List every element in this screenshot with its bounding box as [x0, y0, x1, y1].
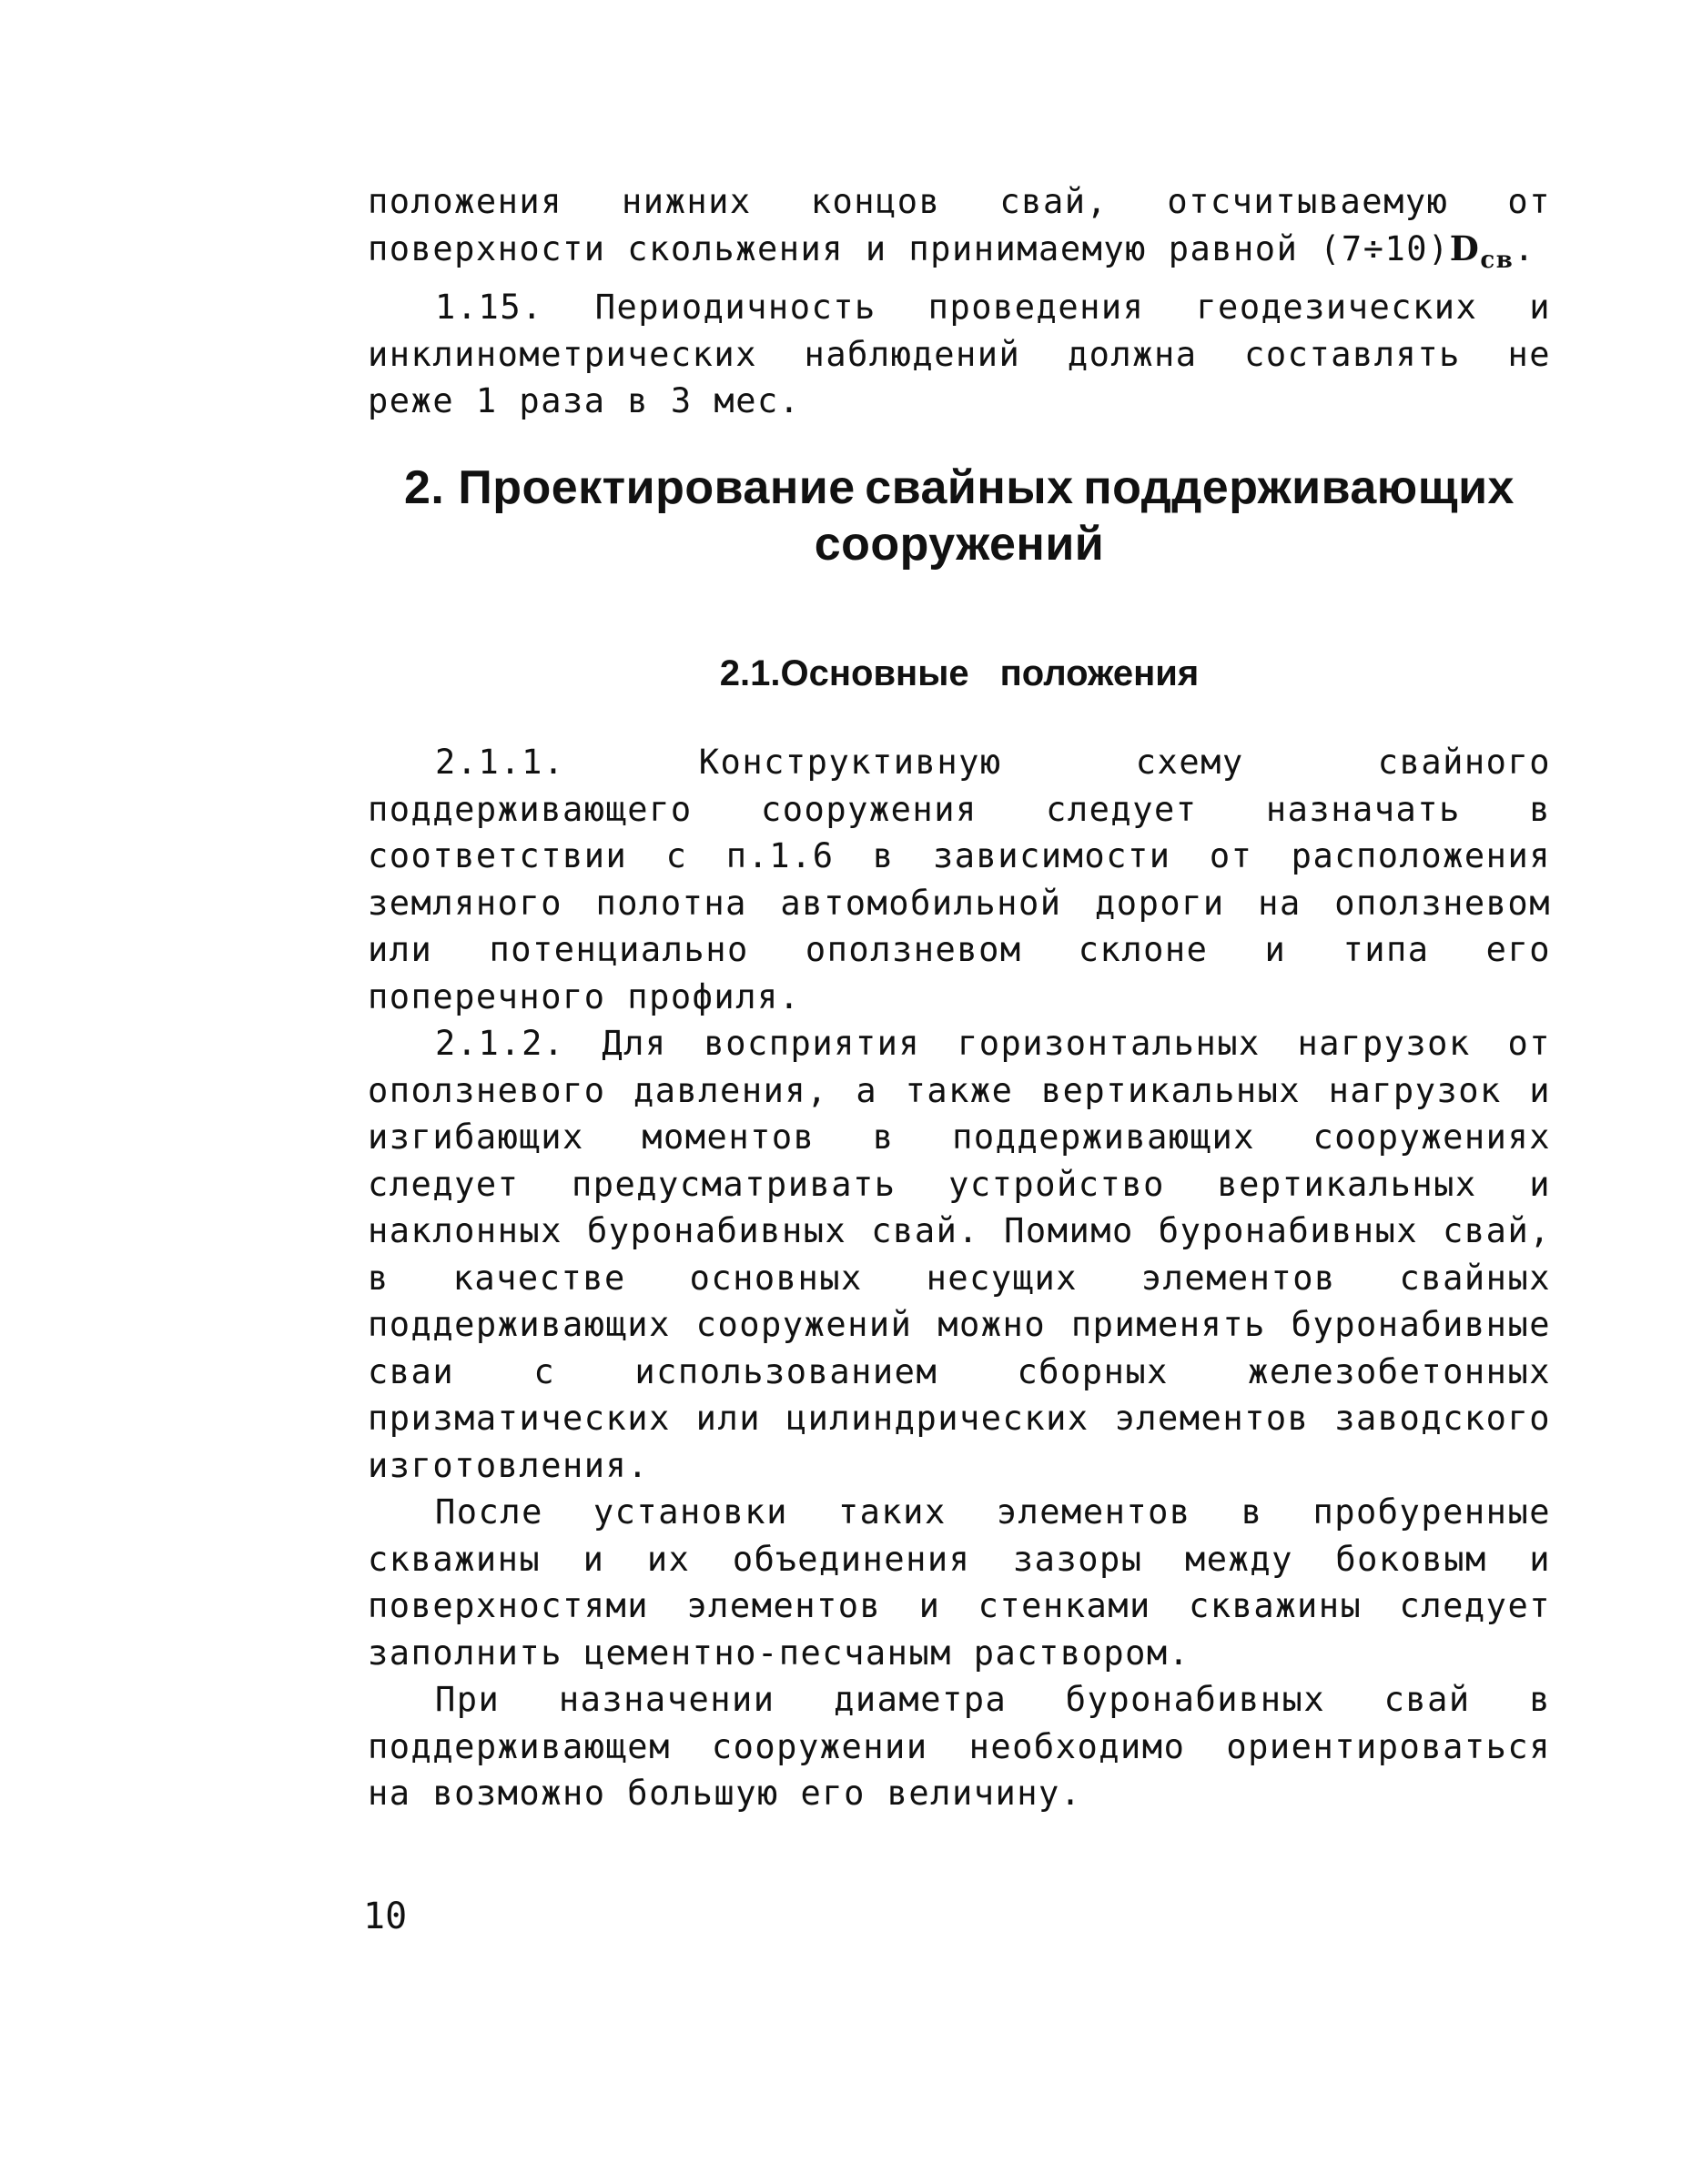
section-title-word-3: поддерживающих	[1083, 461, 1515, 514]
paragraph-diameter: При назначении диаметра буронабивных свай в поддерживающем сооружении необходимо ориентироваться на возможно большую его величину.	[368, 1680, 1551, 1813]
diameter-formula	[1449, 228, 1515, 274]
subsection-title-part-1: 2.1.Основные	[719, 653, 969, 693]
paragraph-2-1-1: 2.1.1. Конструктивную схему свайного поддерживающего сооружения следует назначать в соответствии с п.1.6 в зависимости от расположения земляного полотна автомобильной дороги на оползневом или потенциально оползневом склоне и типа его поперечного профиля.	[368, 743, 1551, 1016]
page-number: 10	[363, 1896, 408, 1937]
formula-subscript: св	[1480, 246, 1515, 274]
subsection-title-part-2: положения	[999, 653, 1200, 693]
continued-paragraph-end: .	[1514, 228, 1536, 268]
section-title	[368, 460, 1551, 572]
subsection-title	[368, 650, 1551, 697]
formula-symbol: D	[1449, 228, 1481, 268]
top-text-block	[368, 178, 1551, 425]
continued-paragraph-text: положения нижних концов свай, отсчитываемую от поверхности скольжения и принимаемую равной (7÷10)	[368, 182, 1551, 268]
section-title-line-2: сооружений	[814, 518, 1105, 571]
section-title-word-1: 2. Проектирование	[404, 461, 856, 514]
paragraph-after-installation: После установки таких элементов в пробуренные скважины и их объединения зазоры между боковым и поверхностями элементов и стенками скважины следует заполнить цементно-песчаным раствором.	[368, 1492, 1551, 1673]
main-text-block	[368, 739, 1551, 1817]
section-title-line-1	[368, 460, 1551, 516]
section-title-word-2: свайных	[865, 461, 1074, 514]
continued-paragraph	[368, 178, 1551, 284]
paragraph-2-1-2: 2.1.2. Для восприятия горизонтальных нагрузок от оползневого давления, а также вертикальных нагрузок и изгибающих моментов в поддерживающих сооружениях следует предусматривать устройство вертикальных и наклонных буронабивных свай. Помимо буронабивных свай, в качестве основных несущих элементов свайных поддерживающих сооружений можно применять буронабивные сваи с использованием сборных железобетонных призматических или цилиндрических элементов заводского изготовления.	[368, 1024, 1551, 1485]
paragraph-1-15: 1.15. Периодичность проведения геодезических и инклинометрических наблюдений должна составлять не реже 1 раза в 3 мес.	[368, 288, 1551, 420]
